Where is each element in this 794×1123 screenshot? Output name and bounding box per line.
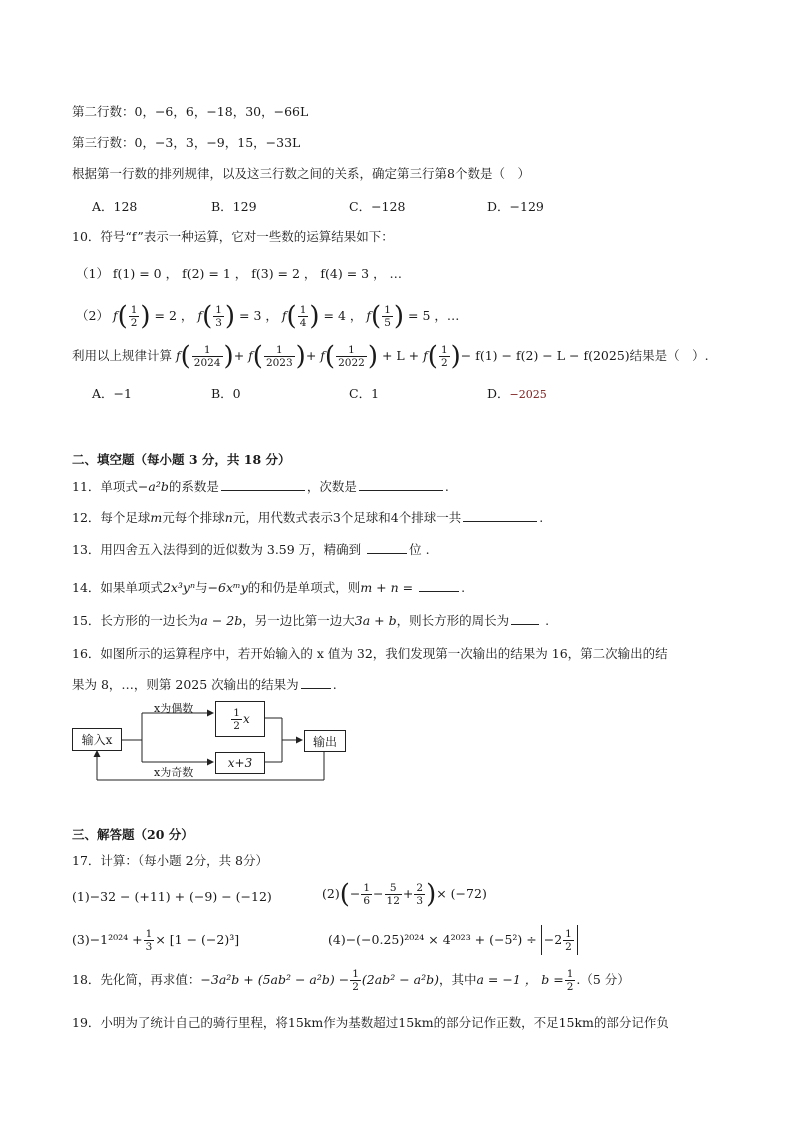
q17-part4: (4)−(−0.25)²⁰²⁴ × 4²⁰²³ + (−5²) ÷ −2 $\frac{1}{2}$ bbox=[328, 922, 578, 958]
q10-row2-item: f( $\frac{1}{3}$ ) = 3 ， bbox=[197, 301, 278, 332]
seq-row3: 第三行数：0，−3，3，−9，15，−33L bbox=[72, 135, 301, 150]
q17-part3: (3)−1²⁰²⁴ + $\frac{1}{3}$ × [1 − (−2)³] bbox=[72, 928, 240, 953]
flow-half-box: $\frac{1}{2}$ x bbox=[215, 701, 265, 737]
answer-blank[interactable] bbox=[511, 612, 539, 625]
q10-stem: 10．符号“f”表示一种运算，它对一些数的运算结果如下： bbox=[72, 229, 394, 244]
q14: 14．如果单项式2x³yⁿ与−6xᵐy的和仍是单项式，则m + n = . bbox=[72, 580, 466, 595]
flow-odd-label: x为奇数 bbox=[154, 766, 194, 779]
answer-blank[interactable] bbox=[419, 579, 459, 592]
q16-line1: 16．如图所示的运算程序中，若开始输入的 x 值为 32，我们发现第一次输出的结果为 16，第二次输出的结 bbox=[72, 646, 668, 661]
answer-blank[interactable] bbox=[367, 541, 407, 554]
flowchart bbox=[72, 700, 362, 785]
flow-output-box: 输出 bbox=[304, 730, 346, 752]
q10-row2-item: f( $\frac{1}{5}$ ) = 5 bbox=[366, 301, 431, 332]
q10-option-c: C．1 bbox=[349, 386, 380, 401]
q18: 18．先化简，再求值：−3a²b + (5ab² − a²b) − $\frac{1}{2}$ (2ab² − a²b)，其中a = −1 ， b = $\frac{1}{2}$ .（5 分） bbox=[72, 968, 630, 993]
q10-option-b: B．0 bbox=[211, 386, 241, 401]
q12: 12．每个足球m元每个排球n元，用代数式表示3个足球和4个排球一共 . bbox=[72, 510, 544, 525]
answer-blank[interactable] bbox=[359, 478, 443, 491]
flow-even-label: x为偶数 bbox=[154, 702, 194, 715]
q10-calc: 利用以上规律计算 f( $\frac{1}{2024}$ )+ f( $\frac{1}{2023}$ )+ f( $\frac{1}{2022}$ ) + L + f( $\frac{1}{2}$ )− f(1) − f(2) − L − f(2025)结果是（ ）. bbox=[72, 341, 709, 372]
q11: 11．单项式−a²b的系数是 ，次数是 . bbox=[72, 479, 449, 494]
q16-line2: 果为 8，…，则第 2025 次输出的结果为 . bbox=[72, 677, 337, 692]
q10-row1: （1） f(1) = 0 ， f(2) = 1 ， f(3) = 2 ， f(4) = 3 ， … bbox=[76, 266, 403, 281]
q17-part2: (2)(− $\frac{1}{6}$ − $\frac{5}{12}$ + $\frac{2}{3}$ )× (−72) bbox=[322, 879, 487, 910]
q9-option-b: B．129 bbox=[211, 199, 257, 214]
q10-row2-label: （2） bbox=[76, 308, 109, 323]
q9-text: 根据第一行数的排列规律，以及这三行数之间的关系，确定第三行第8个数是（ ） bbox=[72, 166, 530, 181]
q17-stem: 17．计算：（每小题 2分，共 8分） bbox=[72, 853, 269, 868]
q10-option-a: A．−1 bbox=[92, 386, 132, 401]
q10-option-d: D．−2025 bbox=[487, 386, 547, 401]
flow-plus3-box: x+3 bbox=[215, 752, 265, 774]
answer-blank[interactable] bbox=[301, 676, 331, 689]
q19: 19．小明为了统计自己的骑行里程，将15km作为基数超过15km的部分记作正数，不足15km的部分记作负 bbox=[72, 1015, 669, 1030]
q13: 13．用四舍五入法得到的近似数为 3.59 万，精确到 位 . bbox=[72, 542, 430, 557]
answer-blank[interactable] bbox=[463, 509, 537, 522]
q9-option-c: C．−128 bbox=[349, 199, 406, 214]
q9-option-d: D．−129 bbox=[487, 199, 544, 214]
section2-title: 二、填空题（每小题 3 分，共 18 分） bbox=[72, 452, 291, 467]
q10-row2-item: f( $\frac{1}{2}$ ) = 2 ， bbox=[112, 301, 194, 332]
q17-part1: (1)−32 − (+11) + (−9) − (−12) bbox=[72, 889, 272, 904]
flow-input-box: 输入x bbox=[72, 728, 122, 751]
answer-blank[interactable] bbox=[221, 478, 305, 491]
q15: 15．长方形的一边长为a − 2b，另一边比第一边大3a + b，则长方形的周长为 . bbox=[72, 613, 550, 628]
section3-title: 三、解答题（20 分） bbox=[72, 827, 194, 842]
q10-row2: （2） f( $\frac{1}{2}$ ) = 2 ， f( $\frac{1}{3}$ ) = 3 ， f( $\frac{1}{4}$ ) = 4 ， f( $\frac{1}{5}$ ) = 5 ，… bbox=[76, 301, 460, 332]
q10-row2-item: f( $\frac{1}{4}$ ) = 4 ， bbox=[281, 301, 363, 332]
q9-option-a: A．128 bbox=[92, 199, 138, 214]
seq-row2: 第二行数：0，−6，6，−18，30，−66L bbox=[72, 104, 309, 119]
